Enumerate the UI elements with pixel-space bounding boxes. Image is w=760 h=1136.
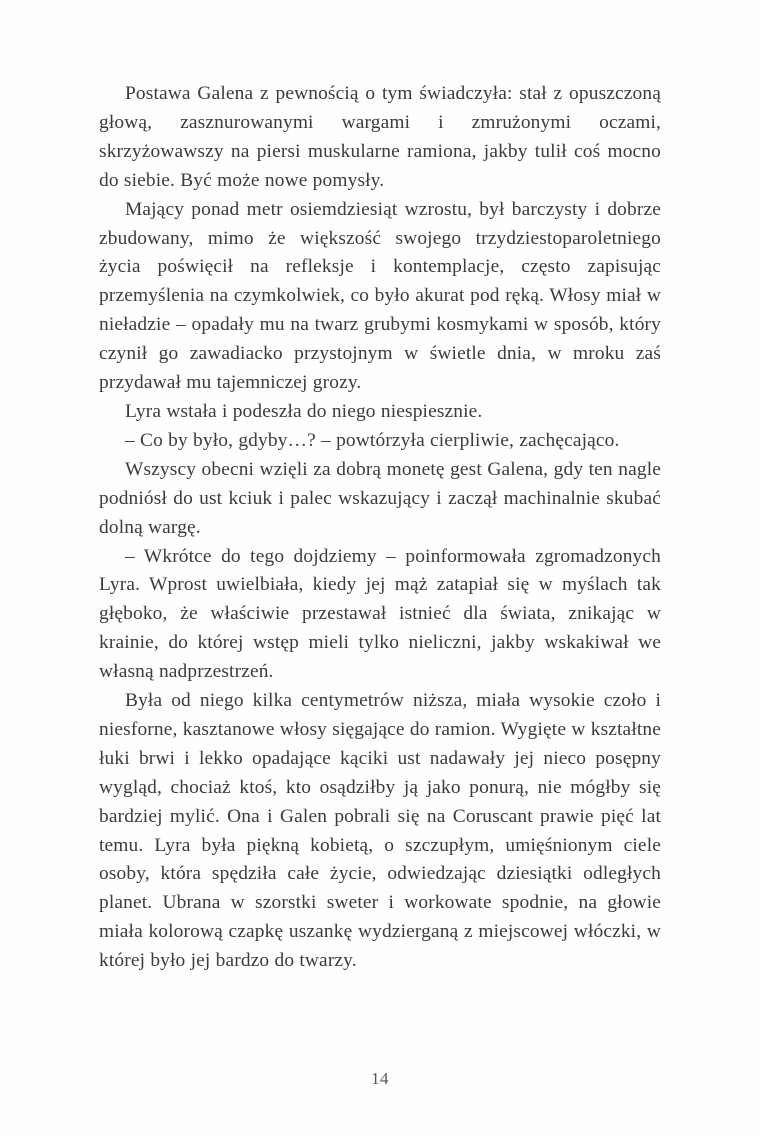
page-number: 14 (371, 1069, 389, 1088)
paragraph: – Co by było, gdyby…? – powtórzyła cierpliwie, zachęcająco. (125, 429, 620, 451)
paragraph: Postawa Galena z pewnością o tym świadczyła: stał z opuszczoną głową, zasznurowanymi wargami i zmrużonymi oczami, skrzyżowawszy na piersi muskularne ramiona, jakby tulił coś mocno do siebie. Być może nowe pomysły. (99, 83, 661, 191)
paragraph: Mający ponad metr osiemdziesiąt wzrostu, był barczysty i dobrze zbudowany, mimo że większość swojego trzydziestoparoletniego życia poświęcił na refleksje i kontemplacje, często zapisując przemyślenia na czymkolwiek, co było akurat pod ręką. Włosy miał w nieładzie – opadały mu na twarz grubymi kosmykami w sposób, który czynił go zawadiacko przystojnym w świetle dnia, w mroku zaś przydawał mu tajemniczej grozy. (99, 198, 661, 394)
paragraph: Lyra wstała i podeszła do niego niespiesznie. (125, 400, 483, 422)
paragraph: Była od niego kilka centymetrów niższa, miała wysokie czoło i niesforne, kasztanowe włosy sięgające do ramion. Wygięte w kształtne łuki brwi i lekko opadające kąciki ust nadawały jej nieco posępny wygląd, chociaż ktoś, kto osądziłby ją jako ponurą, nie mógłby się bardziej mylić. Ona i Galen pobrali się na Coruscant prawie pięć lat temu. Lyra była piękną kobietą, o szczupłym, umięśnionym ciele osoby, która spędziła całe życie, odwiedzając dziesiątki odległych planet. Ubrana w szorstki sweter i workowate spodnie, na głowie miała kolorową czapkę uszankę wydzierganą z miejscowej włóczki, w której było jej bardzo do twarzy. (99, 690, 661, 972)
paragraph: Wszyscy obecni wzięli za dobrą monetę gest Galena, gdy ten nagle podniósł do ust kciuk i palec wskazujący i zaczął machinalnie skubać dolną wargę. (99, 458, 661, 538)
paragraph: – Wkrótce do tego dojdziemy – poinformowała zgromadzonych Lyra. Wprost uwielbiała, kiedy jej mąż zatapiał się w myślach tak głęboko, że właściwie przestawał istnieć dla świata, znikając w krainie, do której wstęp mieli tylko nieliczni, jakby wskakiwał we własną nadprzestrzeń. (99, 545, 661, 683)
page-text-block (99, 80, 661, 976)
